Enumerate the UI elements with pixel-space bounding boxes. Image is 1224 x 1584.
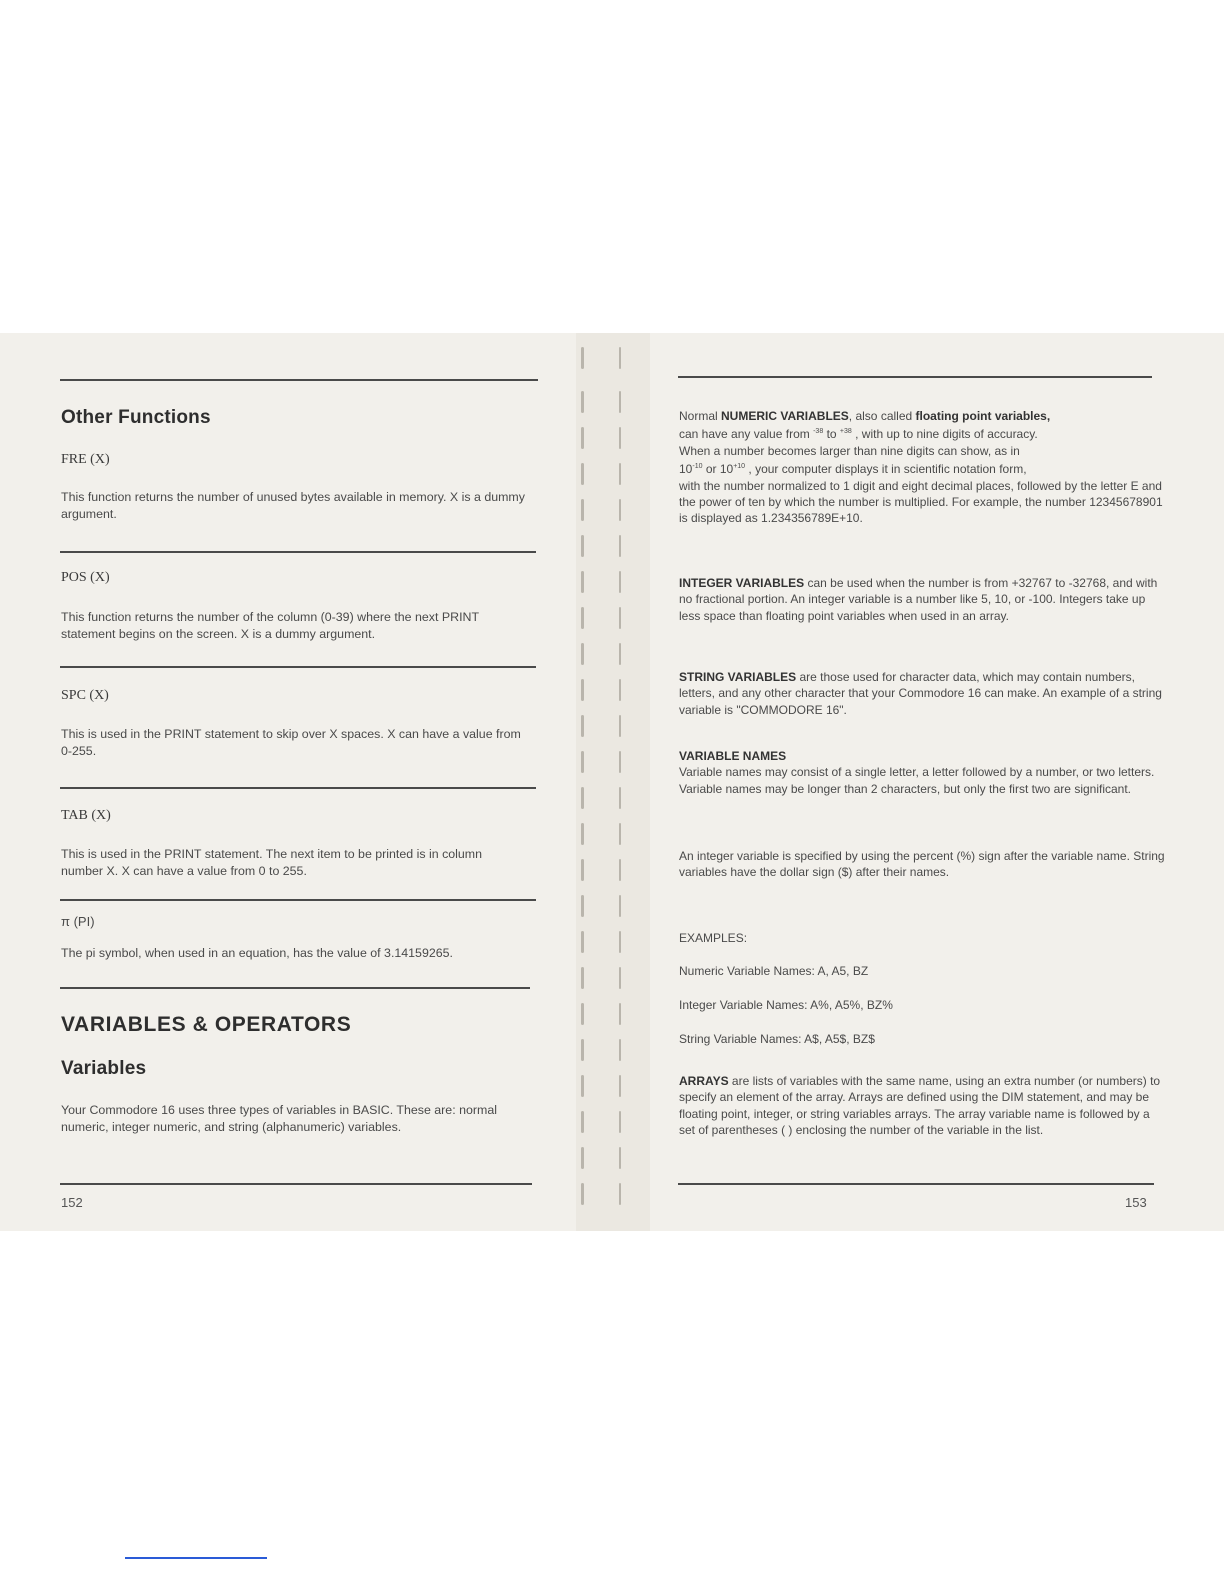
variable-names-heading: VARIABLE NAMES xyxy=(679,749,787,763)
pi-description: The pi symbol, when used in an equation, has the value of 3.14159265. xyxy=(61,946,453,960)
binding-ring xyxy=(581,715,584,737)
binding-ring xyxy=(581,499,584,521)
book-spread xyxy=(0,333,1224,1231)
binding-ring xyxy=(619,859,621,881)
binding-ring xyxy=(581,895,584,917)
binding-ring xyxy=(619,1075,621,1097)
binding-ring xyxy=(581,931,584,953)
binding-ring xyxy=(581,823,584,845)
divider xyxy=(60,379,538,381)
blue-underline xyxy=(125,1557,267,1559)
binding-ring xyxy=(581,463,584,485)
binding-ring xyxy=(581,1039,584,1061)
binding-ring xyxy=(619,535,621,557)
variable-names-paragraph: VARIABLE NAMES Variable names may consist of a single letter, a letter followed by a number, or two letters. Variable names may be longer than 2 characters, but only the first two are significant. xyxy=(679,749,1155,796)
divider xyxy=(60,551,536,553)
floating-point-term: floating point variables, xyxy=(915,409,1051,423)
arrays-paragraph: ARRAYS are lists of variables with the same name, using an extra number (or numbers) to specify an element of the array. Arrays are defined using the DIM statement, and may be floating point, integer, or string variables arrays. The array variable name is followed by a set of parentheses ( ) enclosing the number of the variable in the list. xyxy=(679,1074,1161,1138)
binding-ring xyxy=(581,679,584,701)
binding-ring xyxy=(619,499,621,521)
binding-ring xyxy=(619,787,621,809)
binding-ring xyxy=(581,967,584,989)
binding-ring xyxy=(619,751,621,773)
fre-function-name: FRE (X) xyxy=(61,452,110,467)
arrays-term: ARRAYS xyxy=(679,1074,729,1088)
binding-ring xyxy=(619,463,621,485)
footer-rule xyxy=(678,1183,1154,1185)
binding-ring xyxy=(619,643,621,665)
binding-ring xyxy=(581,643,584,665)
binding-ring xyxy=(581,391,584,413)
numeric-variables-term: NUMERIC VARIABLES xyxy=(721,409,849,423)
binding-ring xyxy=(619,931,621,953)
fre-description: This function returns the number of unused bytes available in memory. X is a dummy argument. xyxy=(61,490,525,521)
binding-ring xyxy=(581,1147,584,1169)
binding-ring xyxy=(581,1075,584,1097)
page-number: 153 xyxy=(1125,1195,1147,1210)
binding-ring xyxy=(619,895,621,917)
divider xyxy=(678,376,1152,378)
binding-ring xyxy=(619,1147,621,1169)
binding-ring xyxy=(581,1111,584,1133)
binding-ring xyxy=(619,1183,621,1205)
footer-rule xyxy=(60,1183,532,1185)
binding-ring xyxy=(619,391,621,413)
binding-ring xyxy=(581,427,584,449)
integer-examples: Integer Variable Names: A%, A5%, BZ% xyxy=(679,998,893,1012)
divider xyxy=(60,787,536,789)
binding-ring xyxy=(619,679,621,701)
spc-function-name: SPC (X) xyxy=(61,688,109,703)
integer-variables-term: INTEGER VARIABLES xyxy=(679,576,805,590)
binding-ring xyxy=(581,751,584,773)
numeric-examples: Numeric Variable Names: A, A5, BZ xyxy=(679,964,869,978)
binding-ring xyxy=(581,859,584,881)
binding-ring xyxy=(619,427,621,449)
section-title: VARIABLES & OPERATORS xyxy=(61,1013,352,1036)
page-number: 152 xyxy=(61,1195,83,1210)
binding-ring xyxy=(619,607,621,629)
binding-ring xyxy=(619,1111,621,1133)
variables-description: Your Commodore 16 uses three types of variables in BASIC. These are: normal numeric, integer numeric, and string (alphanumeric) variables. xyxy=(61,1103,497,1134)
binding-ring xyxy=(581,1183,584,1205)
numeric-variables-paragraph: Normal NUMERIC VARIABLES, also called floating point variables, can have any value from $^{-38}$ to $^{+38}$ , with up to nine digits of accuracy. When a number becomes larger than nine digits can show, as in $10^{-10}$ or $10^{+10}$ , your computer displays it in scientific notation form, with the number normalized to 1 digit and eight decimal places, followed by the letter E and the power of ten by which the number is multiplied. For example, the number 12345678901 is displayed as 1.234356789E+10. xyxy=(679,409,1163,526)
binding-ring xyxy=(619,1039,621,1061)
spiral-binding xyxy=(576,333,650,1231)
integer-variables-paragraph: INTEGER VARIABLES can be used when the number is from +32767 to -32768, and with no fractional portion. An integer variable is a number like 5, 10, or -100. Integers take up less space than floating point variables when used in an array. xyxy=(679,576,1158,623)
integer-note: An integer variable is specified by using the percent (%) sign after the variable name. String variables have the dollar sign ($) after their names. xyxy=(679,849,1165,880)
binding-ring xyxy=(581,535,584,557)
divider xyxy=(60,987,530,989)
binding-ring xyxy=(619,347,621,369)
binding-ring xyxy=(619,571,621,593)
string-variables-paragraph: STRING VARIABLES are those used for character data, which may contain numbers, letters, and any other character that your Commodore 16 can make. An example of a string variable is "COMMODORE 16". xyxy=(679,670,1162,717)
examples-label: EXAMPLES: xyxy=(679,931,748,945)
binding-ring xyxy=(581,1003,584,1025)
pos-description: This function returns the number of the column (0-39) where the next PRINT statement begins on the screen. X is a dummy argument. xyxy=(61,610,479,641)
binding-ring xyxy=(581,787,584,809)
binding-ring xyxy=(619,1003,621,1025)
binding-ring xyxy=(581,607,584,629)
other-functions-heading: Other Functions xyxy=(61,407,211,428)
binding-ring xyxy=(581,571,584,593)
pi-function-name: π (PI) xyxy=(61,914,95,929)
variables-heading: Variables xyxy=(61,1058,147,1079)
binding-ring xyxy=(619,967,621,989)
spc-description: This is used in the PRINT statement to skip over X spaces. X can have a value from 0-255. xyxy=(61,727,521,758)
divider xyxy=(60,899,536,901)
tab-description: This is used in the PRINT statement. The next item to be printed is in column number X. X can have a value from 0 to 255. xyxy=(61,847,483,878)
binding-ring xyxy=(581,347,584,369)
string-examples: String Variable Names: A$, A5$, BZ$ xyxy=(679,1032,875,1046)
binding-ring xyxy=(619,823,621,845)
tab-function-name: TAB (X) xyxy=(61,808,111,823)
string-variables-term: STRING VARIABLES xyxy=(679,670,797,684)
pos-function-name: POS (X) xyxy=(61,570,110,585)
binding-ring xyxy=(619,715,621,737)
page-152 xyxy=(0,333,576,1231)
page-153 xyxy=(650,333,1224,1231)
divider xyxy=(60,666,536,668)
